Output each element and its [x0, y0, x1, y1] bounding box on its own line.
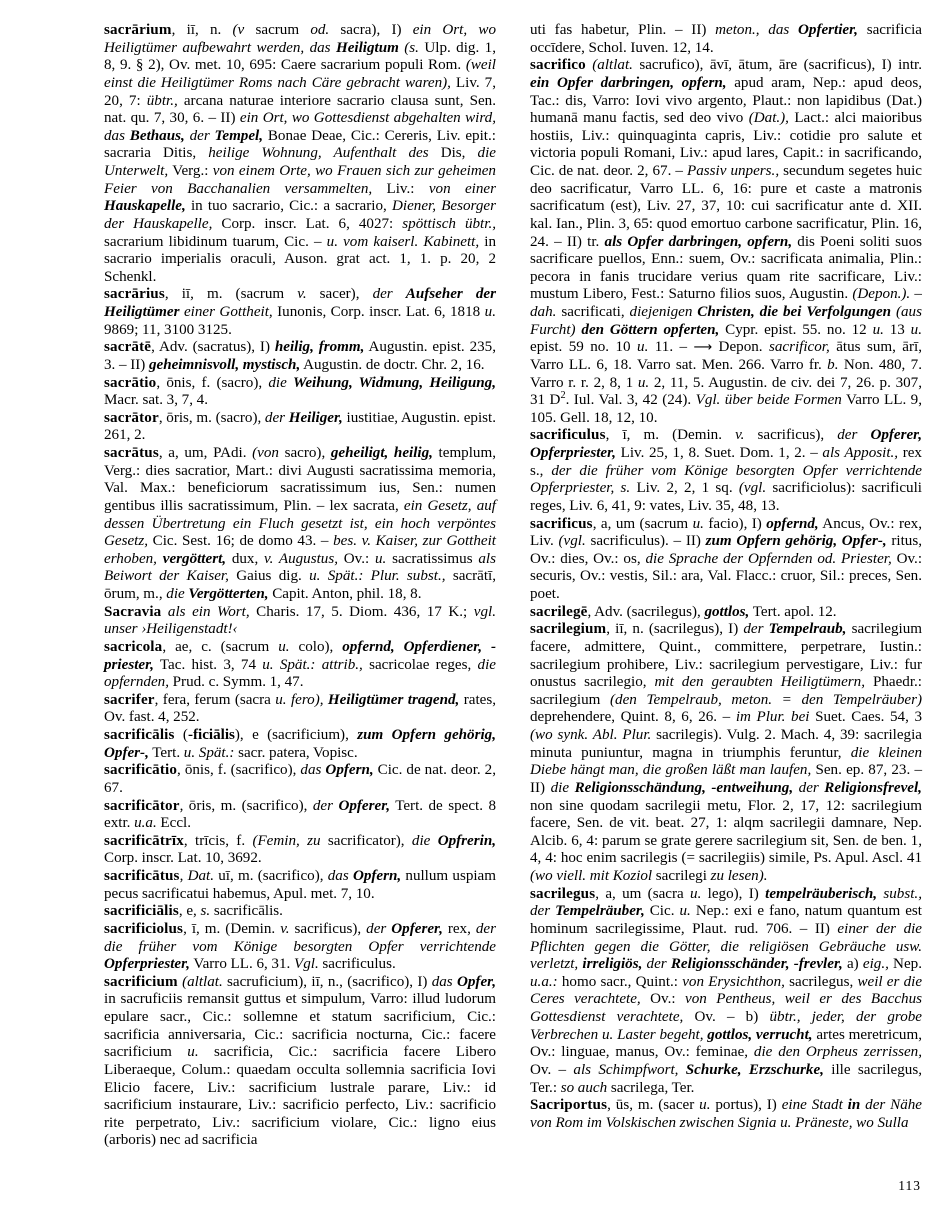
dictionary-entry: sacrilegē, Adv. (sacrilegus), gottlos, Tert. apol. 12.	[530, 603, 837, 620]
dictionary-entry: Sacravia als ein Wort, Charis. 17, 5. Diom. 436, 17 K.; vgl. unser ›Heiligenstadt!‹	[104, 603, 496, 638]
dictionary-entry: sacrificātrīx, trīcis, f. (Femin, zu sacrificator), die Opfrerin, Corp. inscr. Lat. 10, 3692.	[104, 832, 496, 867]
dictionary-entry: sacrifer, fera, ferum (sacra u. fero), Heiligtümer tragend, rates, Ov. fast. 4, 252.	[104, 691, 496, 726]
dictionary-entry: sacrificiālis, e, s. sacrificālis.	[104, 903, 283, 920]
dictionary-entry: sacrātio, ōnis, f. (sacro), die Weihung, Widmung, Heiligung, Macr. sat. 3, 7, 4.	[104, 374, 496, 409]
dictionary-entry: sacrificulus, ī, m. (Demin. v. sacrificus), der Opferer, Opferpriester, Liv. 25, 1, 8. Suet. Dom. 1, 2. – als Apposit., rex s., der die früher vom Könige besorgten Opfer verrichtende Opferpriester, s. Liv. 2, 2, 1 sq. (vgl. sacrificiolus): sacrificuli reges, Liv. 6, 41, 9: vates, Liv. 35, 48, 13.	[530, 427, 922, 514]
dictionary-entry: sacrārium, iī, n. (v sacrum od. sacra), I) ein Ort, wo Heiligtümer aufbewahrt werden, das Heiligtum (s. Ulp. dig. 1, 8, 9. § 2), Ov. met. 10, 695: Caere sacrarium populi Rom. (weil einst die Heiligtümer Roms nach Cäre gebracht waren), Liv. 7, 20, 7: übtr., arcana naturae interiore sacrario clausa sunt, Sen. nat. qu. 7, 30, 6. – II) ein Ort, wo Gottesdienst abgehalten wird, das Bethaus, der Tempel, Bonae Deae, Cic.: Cereris, Liv. epit.: sacraria Ditis, heilige Wohnung, Aufenthalt des Dis, die Unterwelt, Verg.: von einem Orte, wo Frauen sich zur geheimen Feier von Bacchanalien versammelten, Liv.: von einer Hauskapelle, in tuo sacrario, Cic.: a sacrario, Diener, Besorger der Hauskapelle, Corp. inscr. Lat. 6, 4027: spöttisch übtr., sacrarium libidinum tuarum, Cic. – u. vom kaiserl. Kabinett, in sacrario imperialis oraculi, Auson. grat act. 1, 1. p. 20, 2 Schenkl.	[104, 22, 496, 285]
page-number: 113	[898, 1178, 921, 1193]
dictionary-entry: uti fas habetur, Plin. – II) meton., das Opfertier, sacrificia occīdere, Schol. Iuven. 12, 14.	[530, 22, 922, 56]
dictionary-entry: sacrificātus, Dat. uī, m. (sacrifico), das Opfern, nullum uspiam pecus sacrificatui habemus, Apul. met. 7, 10.	[104, 868, 496, 902]
dictionary-entry: sacrātus, a, um, PAdi. (von sacro), geheiligt, heilig, templum, Verg.: dies sacratior, Mart.: divi Augusti sacratissima memoria, Val. Max.: beneficiorum sacratissimum ius, Sen.: numen gentibus illis sacratissimum, Plin. – lex sacrata, ein Gesetz, auf dessen Übertretung ein Fluch gesetzt ist, ein hoch verpöntes Gesetz, Cic. Sest. 16; de domo 43. – bes. v. Kaiser, zur Gottheit erhoben, vergöttert, dux, v. Augustus, Ov.: u. sacratissimus als Beiwort der Kaiser, Gaius dig. u. Spät.: Plur. subst., sacrātī, ōrum, m., die Vergötterten, Capit. Anton, phil. 18, 8.	[104, 445, 496, 602]
dictionary-entry: Sacriportus, ūs, m. (sacer u. portus), I) eine Stadt in der Nähe von Rom im Volskischen zwischen Signia u. Präneste, wo Sulla	[530, 1097, 923, 1131]
two-column-body	[104, 22, 922, 1157]
dictionary-entry: sacrātē, Adv. (sacratus), I) heilig, fromm, Augustin. epist. 235, 3. – II) geheimnisvoll, mystisch, Augustin. de doctr. Chr. 2, 16.	[104, 339, 496, 373]
dictionary-entry: sacricola, ae, c. (sacrum u. colo), opfernd, Opferdiener, -priester, Tac. hist. 3, 74 u. Spät.: attrib., sacricolae reges, die opfernden, Prud. c. Symm. 1, 47.	[104, 638, 496, 691]
dictionary-entry: sacrificātio, ōnis, f. (sacrifico), das Opfern, Cic. de nat. deor. 2, 67.	[104, 762, 496, 796]
dictionary-entry: sacrificium (altlat. sacruficium), iī, n., (sacrifico), I) das Opfer, in sacruficiis remansit guttus et simpulum, Varro: illud ludorum epulare sacr., Cic.: sollemne et statum sacrificium, Cic.: sacrificia anniversaria, Cic.: sacrificia nocturna, Cic.: facere sacrificium u. sacrificia, Cic.: sacrificia facere Libero Liberaeque, Colum.: quaedam occulta sollemnia sacrificia Iovi Elicio facere, Liv.: sacrificium lustrale parare, Liv.: id sacrificium instaurare, Liv.: sacrificio perfecto, Liv.: sacrificio rite perpetrato, Liv.: sacrificium violare, Cic.: ligno eius (arboris) nec ad sacrificia	[104, 973, 496, 1149]
dictionary-entry: sacrifico (altlat. sacrufico), āvī, ātum, āre (sacrificus), I) intr. ein Opfer darbringen, opfern, apud aram, Nep.: apud deos, Tac.: dis, Varro: Iovi vivo argento, Plaut.: non lapidibus (Dat.) humanā manu factis, sed deo vivo (Dat.), Lact.: alci maioribus hostiis, Liv.: quinquaginta capris, Liv.: cotidie pro salute et victoria populi Romani, Liv.: apud lares, Capit.: in sacrificando, Cic. de nat. deor. 2, 67. – Passiv unpers., secundum segetes huic deo sacrificatur, Varro LL. 6, 16: pure et caste a matronis sacrificatum (est), Liv. 27, 37, 10: cui sacrificatur ante d. XII. kal. Ian., Plin. 3, 65: quod emortuo carbone sacrificatur, Plin. 16, 24. – II) tr. als Opfer darbringen, opfern, dis Poeni soliti suos sacrificare puellos, Enn.: suem, Ov.: sacrificata animalia, Plin.: pecora in fanis trucidare verius quam rite sacrificare, Liv.: mustum Libero, Fest.: Saturno filios suos, Augustin. (Depon.). – dah. sacrificati, diejenigen Christen, die bei Verfolgungen (aus Furcht) den Göttern opferten, Cypr. epist. 55. no. 12 u. 13 u. epist. 59 no. 10 u. 11. – ⟶ Depon. sacrificor, ātus sum, ārī, Varro LL. 6, 18. Varro sat. Men. 266. Varro fr. b. Non. 480, 7. Varro r. r. 2, 8, 1 u. 2, 11, 5. Augustin. de civ. dei 7, 26. p. 307, 31 $D^2$. Iul. Val. 3, 42 (24). Vgl. über beide Formen Varro LL. 9, 105. Gell. 18, 12, 10.	[530, 57, 923, 426]
right-column	[530, 22, 922, 1157]
left-column	[104, 22, 496, 1157]
dictionary-entry: sacrātor, ōris, m. (sacro), der Heiliger, iustitiae, Augustin. epist. 261, 2.	[104, 409, 496, 444]
dictionary-entry: sacrificus, a, um (sacrum u. facio), I) opfernd, Ancus, Ov.: rex, Liv. (vgl. sacrificulus). – II) zum Opfern gehörig, Opfer-, ritus, Ov.: dies, Ov.: os, die Sprache der Opfernden od. Priester, Ov.: securis, Ov.: vestis, Sil.: ara, Val. Flacc.: cruor, Sil.: preces, Sen. poet.	[530, 515, 923, 602]
dictionary-entry: sacrificālis (-ficiālis), e (sacrificium), zum Opfern gehörig, Opfer-, Tert. u. Spät.: sacr. patera, Vopisc.	[104, 727, 496, 761]
dictionary-entry: sacrilegus, a, um (sacra u. lego), I) tempelräuberisch, subst., der Tempelräuber, Cic. u. Nep.: exi e fano, natum quantum est hominum sacrilegissime, Plaut. rud. 706. – II) einer der die Pflichten gegen die Götter, die religiösen Gebräuche usw. verletzt, irreligiös, der Religionsschänder, -frevler, a) eig., Nep. u.a.: homo sacr., Quint.: von Erysichthon, sacrilegus, weil er die Ceres verachtete, Ov.: von Pentheus, weil er des Bacchus Gottesdienst verachtete, Ov. – b) übtr., jeder, der grobe Verbrechen u. Laster begeht, gottlos, verrucht, artes meretricum, Ov.: linguae, manus, Ov.: feminae, die den Orpheus zerrissen, Ov. – als Schimpfwort, Schurke, Erzschurke, ille sacrilegus, Ter.: so auch sacrilega, Ter.	[530, 885, 923, 1096]
dictionary-entry: sacrārius, iī, m. (sacrum v. sacer), der Aufseher der Heiligtümer einer Gottheit, Iunonis, Corp. inscr. Lat. 6, 1818 u. 9869; 11, 3100 3125.	[104, 286, 496, 338]
dictionary-entry: sacrificiolus, ī, m. (Demin. v. sacrificus), der Opferer, rex, der die früher vom Könige besorgten Opfer verrichtende Opferpriester, Varro LL. 6, 31. Vgl. sacrificulus.	[104, 920, 496, 973]
dictionary-entry: sacrificātor, ōris, m. (sacrifico), der Opferer, Tert. de spect. 8 extr. u.a. Eccl.	[104, 797, 496, 832]
dictionary-entry: sacrilegium, iī, n. (sacrilegus), I) der Tempelraub, sacrilegium facere, admittere, Quint., committere, perpetrare, Iustin.: sacrilegium prohibere, Liv.: sacrilegium pervestigare, Liv.: fur onustus sacrilegio, mit den geraubten Heiligtümern, Phaedr.: sacrilegium (den Tempelraub, meton. = den Tempelräuber) deprehendere, Quint. 8, 6, 26. – im Plur. bei Suet. Caes. 54, 3 (wo synk. Abl. Plur. sacrilegis). Vulg. 2. Mach. 4, 39: sacrilegia minuta puniuntur, magna in triumphis feruntur, die kleinen Diebe hängt man, die großen läßt man laufen, Sen. ep. 87, 23. – II) die Religionsschändung, -entweihung, der Religionsfrevel, non sine quodam sacrilegii metu, Flor. 2, 17, 12: sacrilegium facere, Sen. de vit. beat. 27, 1: alqm sacrilegii damnare, Nep. Alcib. 6, 4: parum se grate gerere sacrilegium sit, Sen. de ben. 1, 4, 4: hoc enim sacrilegis (= sacrilegiis) simile, Ps. Apul. Ascl. 41 (wo viell. mit Koziol sacrilegi zu lesen).	[530, 621, 923, 884]
